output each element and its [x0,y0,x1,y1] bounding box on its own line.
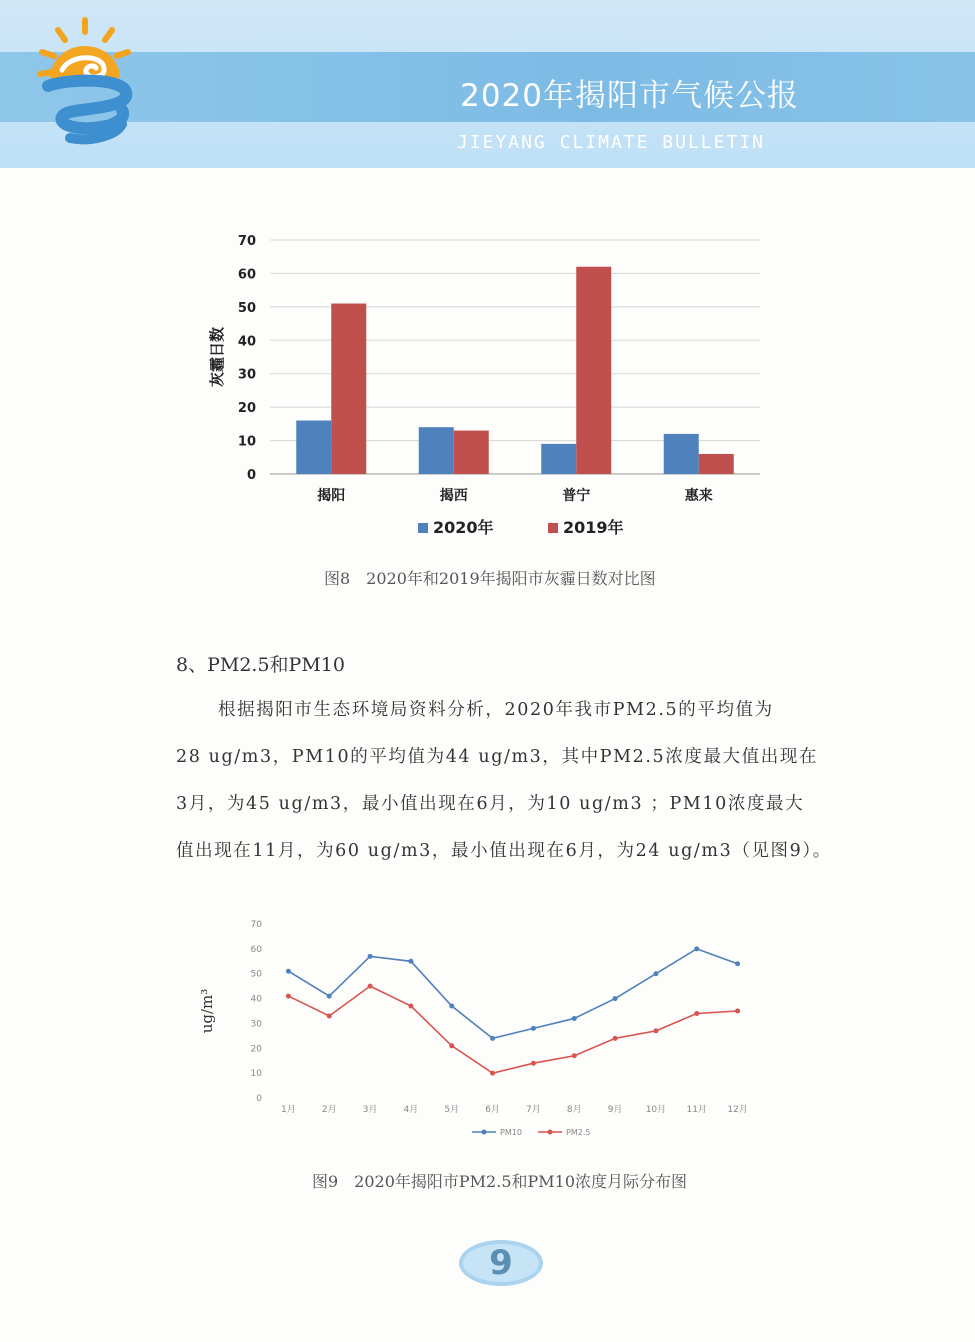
bulletin-subtitle: JIEYANG CLIMATE BULLETIN [456,132,765,153]
x-tick-label: 普宁 [562,488,591,504]
legend-swatch [548,523,558,533]
y-tick-label: 0 [246,468,256,483]
bar-2020年 [664,434,699,474]
sun-swirl-logo-icon [30,12,140,152]
data-point-PM2.5 [408,1004,413,1009]
paragraph-line-4: 值出现在11月，为60 ug/m3，最小值出现在6月，为24 ug/m3（见图9）。 [176,841,832,861]
legend-label: 2020年 [433,518,494,537]
y-tick-label: 20 [250,1044,262,1055]
legend-label: PM10 [500,1128,522,1137]
y-tick-label: 60 [250,944,262,955]
page-number: 9 [489,1243,513,1283]
x-tick-label: 11月 [686,1105,707,1115]
section-heading: 8、PM2.5和PM10 [176,654,345,676]
y-tick-label: 50 [250,969,262,980]
data-point-PM10 [286,969,291,974]
paragraph-line-2: 28 ug/m3，PM10的平均值为44 ug/m3，其中PM2.5浓度最大值出现在 [176,747,819,767]
y-tick-label: 50 [237,300,256,316]
legend-label: 2019年 [563,518,624,537]
legend-label: PM2.5 [566,1128,591,1137]
y-tick-label: 10 [250,1069,262,1080]
x-tick-label: 揭阳 [317,488,346,504]
y-tick-label: 30 [237,367,256,383]
data-point-PM10 [449,1004,454,1009]
y-tick-label: 0 [256,1094,262,1104]
x-tick-label: 3月 [362,1105,378,1115]
y-tick-label: 70 [237,234,256,249]
bar-2019年 [699,454,734,474]
data-point-PM10 [327,994,332,999]
y-tick-label: 10 [237,434,256,450]
legend-swatch [418,523,428,533]
figure8-caption: 图8 2020年和2019年揭阳市灰霾日数对比图 [324,569,656,588]
data-point-PM2.5 [531,1061,536,1066]
data-point-PM2.5 [613,1036,618,1041]
y-tick-label: 40 [237,334,256,350]
x-tick-label: 揭西 [439,488,468,504]
y-tick-label: 70 [250,920,262,930]
bar-2020年 [419,427,454,474]
figure9-caption: 图9 2020年揭阳市PM2.5和PM10浓度月际分布图 [312,1172,688,1191]
x-tick-label: 9月 [607,1105,623,1115]
x-tick-label: 1月 [281,1105,296,1115]
data-point-PM2.5 [653,1028,658,1033]
x-tick-label: 5月 [444,1105,460,1115]
y-tick-label: 30 [250,1019,262,1030]
bar-2020年 [541,444,576,474]
data-point-PM10 [653,971,658,976]
haze-days-bar-chart [200,225,780,560]
paragraph-line-1: 根据揭阳市生态环境局资料分析，2020年我市PM2.5的平均值为 [218,700,774,720]
pm-monthly-line-chart [190,912,770,1152]
x-tick-label: 惠来 [684,488,713,504]
data-point-PM10 [531,1026,536,1031]
bulletin-title: 2020年揭阳市气候公报 [460,78,799,114]
data-point-PM2.5 [694,1011,699,1016]
page-number-badge [458,1238,544,1288]
x-tick-label: 10月 [645,1105,667,1115]
y-tick-label: 20 [237,401,256,417]
x-tick-label: 6月 [485,1105,500,1115]
y-axis-label: 灰霾日数 [208,326,226,388]
data-point-PM2.5 [572,1053,577,1058]
bar-2019年 [454,431,489,474]
data-point-PM10 [572,1016,577,1021]
legend-marker [482,1130,487,1135]
data-point-PM10 [613,996,618,1001]
data-point-PM2.5 [449,1043,454,1048]
bar-2019年 [331,304,366,474]
paragraph-line-3: 3月，为45 ug/m3，最小值出现在6月，为10 ug/m3 ；PM10浓度最大 [176,794,805,814]
x-tick-label: 2月 [321,1105,337,1115]
data-point-PM2.5 [490,1071,495,1076]
x-tick-label: 8月 [566,1105,582,1115]
data-point-PM10 [694,946,699,951]
y-tick-label: 60 [237,267,256,283]
legend-marker [548,1130,553,1135]
y-tick-label: 40 [250,994,262,1005]
data-point-PM10 [368,954,373,959]
bar-2019年 [576,267,611,474]
data-point-PM10 [408,959,413,964]
series-line-PM2.5 [288,986,737,1073]
data-point-PM2.5 [327,1013,332,1018]
x-tick-label: 7月 [526,1105,541,1115]
y-axis-label: ug/m³ [198,988,216,1034]
page-header [0,0,975,168]
x-tick-label: 12月 [727,1105,748,1115]
data-point-PM2.5 [368,984,373,989]
data-point-PM2.5 [735,1009,740,1014]
data-point-PM10 [490,1036,495,1041]
bar-2020年 [296,421,331,474]
x-tick-label: 4月 [403,1105,419,1115]
data-point-PM2.5 [286,994,291,999]
data-point-PM10 [735,961,740,966]
